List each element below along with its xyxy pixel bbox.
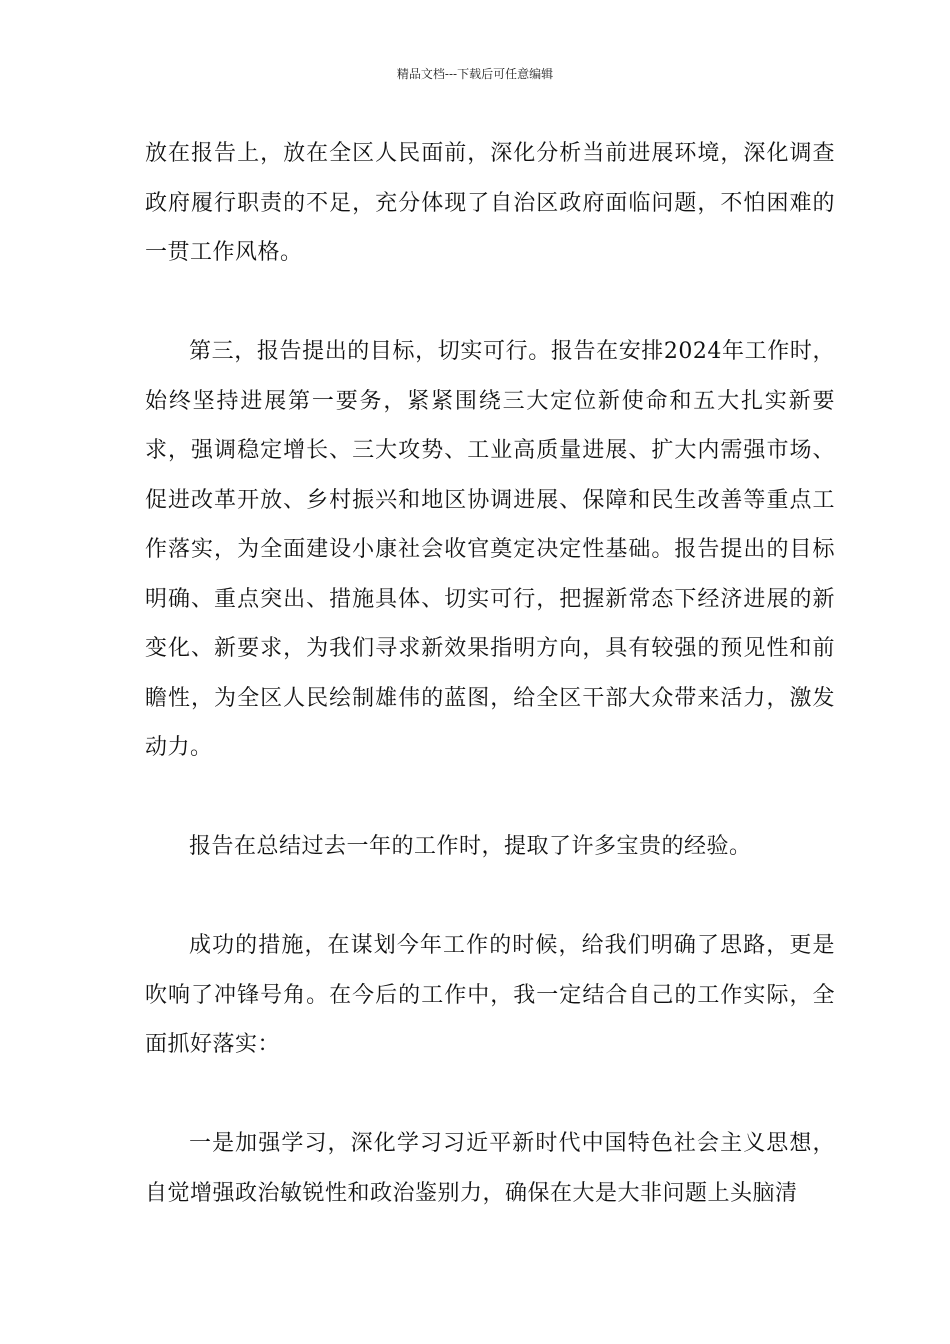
paragraph-gap — [145, 278, 835, 328]
paragraph-1: 放在报告上，放在全区人民面前，深化分析当前进展环境，深化调查政府履行职责的不足，充分体现了自治区政府面临问题，不怕困难的一贯工作风格。 — [145, 141, 835, 265]
paragraph-3: 报告在总结过去一年的工作时，提取了许多宝贵的经验。 — [189, 834, 752, 859]
page-header: 精品文档---下载后可任意编辑 — [396, 67, 554, 81]
paragraph-4: 成功的措施，在谋划今年工作的时候，给我们明确了思路，更是吹响了冲锋号角。在今后的工作中，我一定结合自己的工作实际，全面抓好落实： — [145, 933, 835, 1057]
paragraph-gap — [145, 872, 835, 922]
paragraph-2: 第三，报告提出的目标，切实可行。报告在安排2024年工作时，始终坚持进展第一要务，紧紧围绕三大定位新使命和五大扎实新要求，强调稳定增长、三大攻势、工业高质量进展、扩大内需强市场、促进改革开放、乡村振兴和地区协调进展、保障和民生改善等重点工作落实，为全面建设小康社会收官奠定决定性基础。报告提出的目标明确、重点突出、措施具体、切实可行，把握新常态下经济进展的新变化、新要求，为我们寻求新效果指明方向，具有较强的预见性和前瞻性，为全区人民绘制雄伟的蓝图，给全区干部大众带来活力，激发动力。 — [145, 339, 835, 760]
document-body — [145, 129, 835, 1218]
paragraph-gap — [145, 773, 835, 823]
paragraph-5: 一是加强学习，深化学习习近平新时代中国特色社会主义思想，自觉增强政治敏锐性和政治鉴别力，确保在大是大非问题上头脑清 — [145, 1131, 835, 1206]
paragraph-gap — [145, 1070, 835, 1120]
